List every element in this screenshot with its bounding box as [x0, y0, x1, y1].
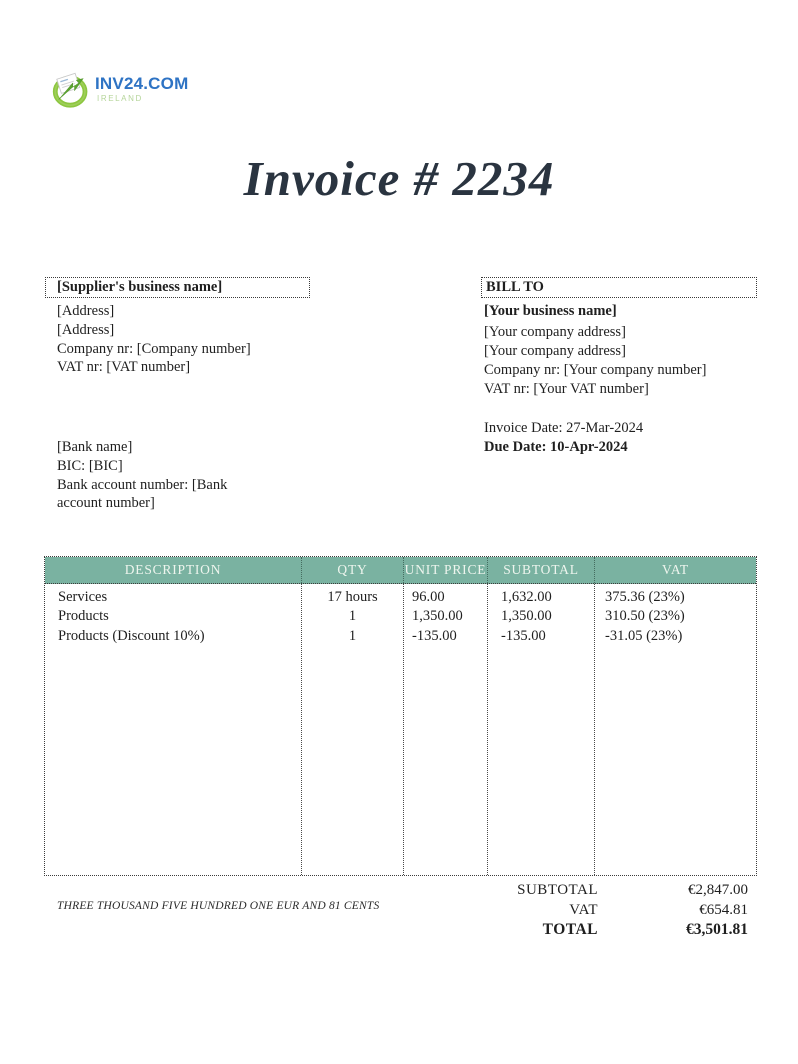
line-items-table — [44, 556, 757, 876]
bank-bic: BIC: [BIC] — [57, 457, 123, 474]
supplier-address-1: [Address] — [57, 303, 115, 319]
table-cell-subtotal: 1,350.00 — [501, 608, 552, 625]
table-header-row — [45, 557, 756, 584]
vat-label: VAT — [569, 901, 598, 918]
column-header-unit-price: UNIT PRICE — [404, 557, 488, 583]
bank-name: [Bank name] — [57, 439, 133, 455]
column-header-subtotal: SUBTOTAL — [488, 557, 595, 583]
table-body — [45, 584, 756, 875]
qty-column — [302, 584, 404, 875]
description-column — [45, 584, 302, 875]
customer-address-2: [Your company address] — [484, 343, 626, 359]
customer-vat-number: VAT nr: [Your VAT number] — [484, 381, 649, 397]
column-header-vat: VAT — [662, 562, 689, 577]
supplier-details — [57, 302, 251, 377]
vat-column — [595, 584, 756, 875]
invoice-dates — [484, 419, 643, 457]
brand-name: INV24.COM — [95, 74, 189, 93]
customer-company-number: Company nr: [Your company number] — [484, 362, 707, 378]
table-cell-subtotal: 1,632.00 — [501, 589, 552, 605]
table-cell-unit-price: -135.00 — [412, 627, 457, 644]
column-header-qty: QTY — [302, 557, 404, 583]
vat-value: €654.81 — [699, 901, 748, 918]
total-value: €3,501.81 — [686, 921, 748, 938]
bank-details — [57, 438, 275, 513]
column-header-description: DESCRIPTION — [45, 557, 302, 583]
due-date: Due Date: 10-Apr-2024 — [484, 439, 628, 455]
table-cell-description: Products — [58, 608, 109, 625]
total-label: TOTAL — [542, 921, 598, 938]
totals-section — [0, 880, 748, 940]
table-cell-vat: 375.36 (23%) — [605, 589, 685, 605]
customer-details — [484, 323, 706, 399]
table-cell-unit-price: 96.00 — [412, 589, 445, 605]
supplier-name-box: [Supplier's business name] — [45, 277, 310, 298]
table-cell-unit-price: 1,350.00 — [412, 608, 463, 625]
total-row — [0, 920, 748, 940]
customer-business-name: [Your business name] — [484, 303, 617, 319]
table-cell-qty: 1 — [348, 608, 357, 625]
subtotal-row — [0, 880, 748, 900]
logo-text — [95, 75, 188, 103]
customer-address-1: [Your company address] — [484, 324, 626, 340]
vat-row — [0, 900, 748, 920]
subtotal-value: €2,847.00 — [688, 881, 748, 898]
table-cell-vat: -31.05 (23%) — [605, 627, 683, 644]
amount-in-words: THREE THOUSAND FIVE HUNDRED ONE EUR AND 81 CENTS — [57, 900, 380, 912]
bank-account-number: Bank account number: [Bank account number] — [57, 476, 228, 512]
table-cell-subtotal: -135.00 — [501, 627, 546, 644]
table-cell-description: Products (Discount 10%) — [58, 627, 205, 644]
brand-country: IRELAND — [97, 94, 143, 103]
table-cell-description: Services — [58, 589, 108, 605]
supplier-address-2: [Address] — [57, 321, 115, 338]
invoice-title: Invoice # 2234 — [243, 151, 555, 206]
invoice-date: Invoice Date: 27-Mar-2024 — [484, 420, 644, 436]
inv24-logo-icon — [50, 68, 92, 110]
table-cell-vat: 310.50 (23%) — [605, 608, 685, 625]
table-cell-qty: 1 — [348, 627, 357, 644]
supplier-company-number: Company nr: [Company number] — [57, 340, 251, 357]
company-logo — [50, 68, 188, 110]
bill-to-heading: BILL TO — [481, 277, 757, 298]
supplier-vat-number: VAT nr: [VAT number] — [57, 359, 191, 376]
subtotal-label: SUBTOTAL — [517, 881, 598, 898]
unit-price-column — [404, 584, 488, 875]
table-cell-qty: 17 hours — [327, 589, 378, 605]
subtotal-column — [488, 584, 595, 875]
